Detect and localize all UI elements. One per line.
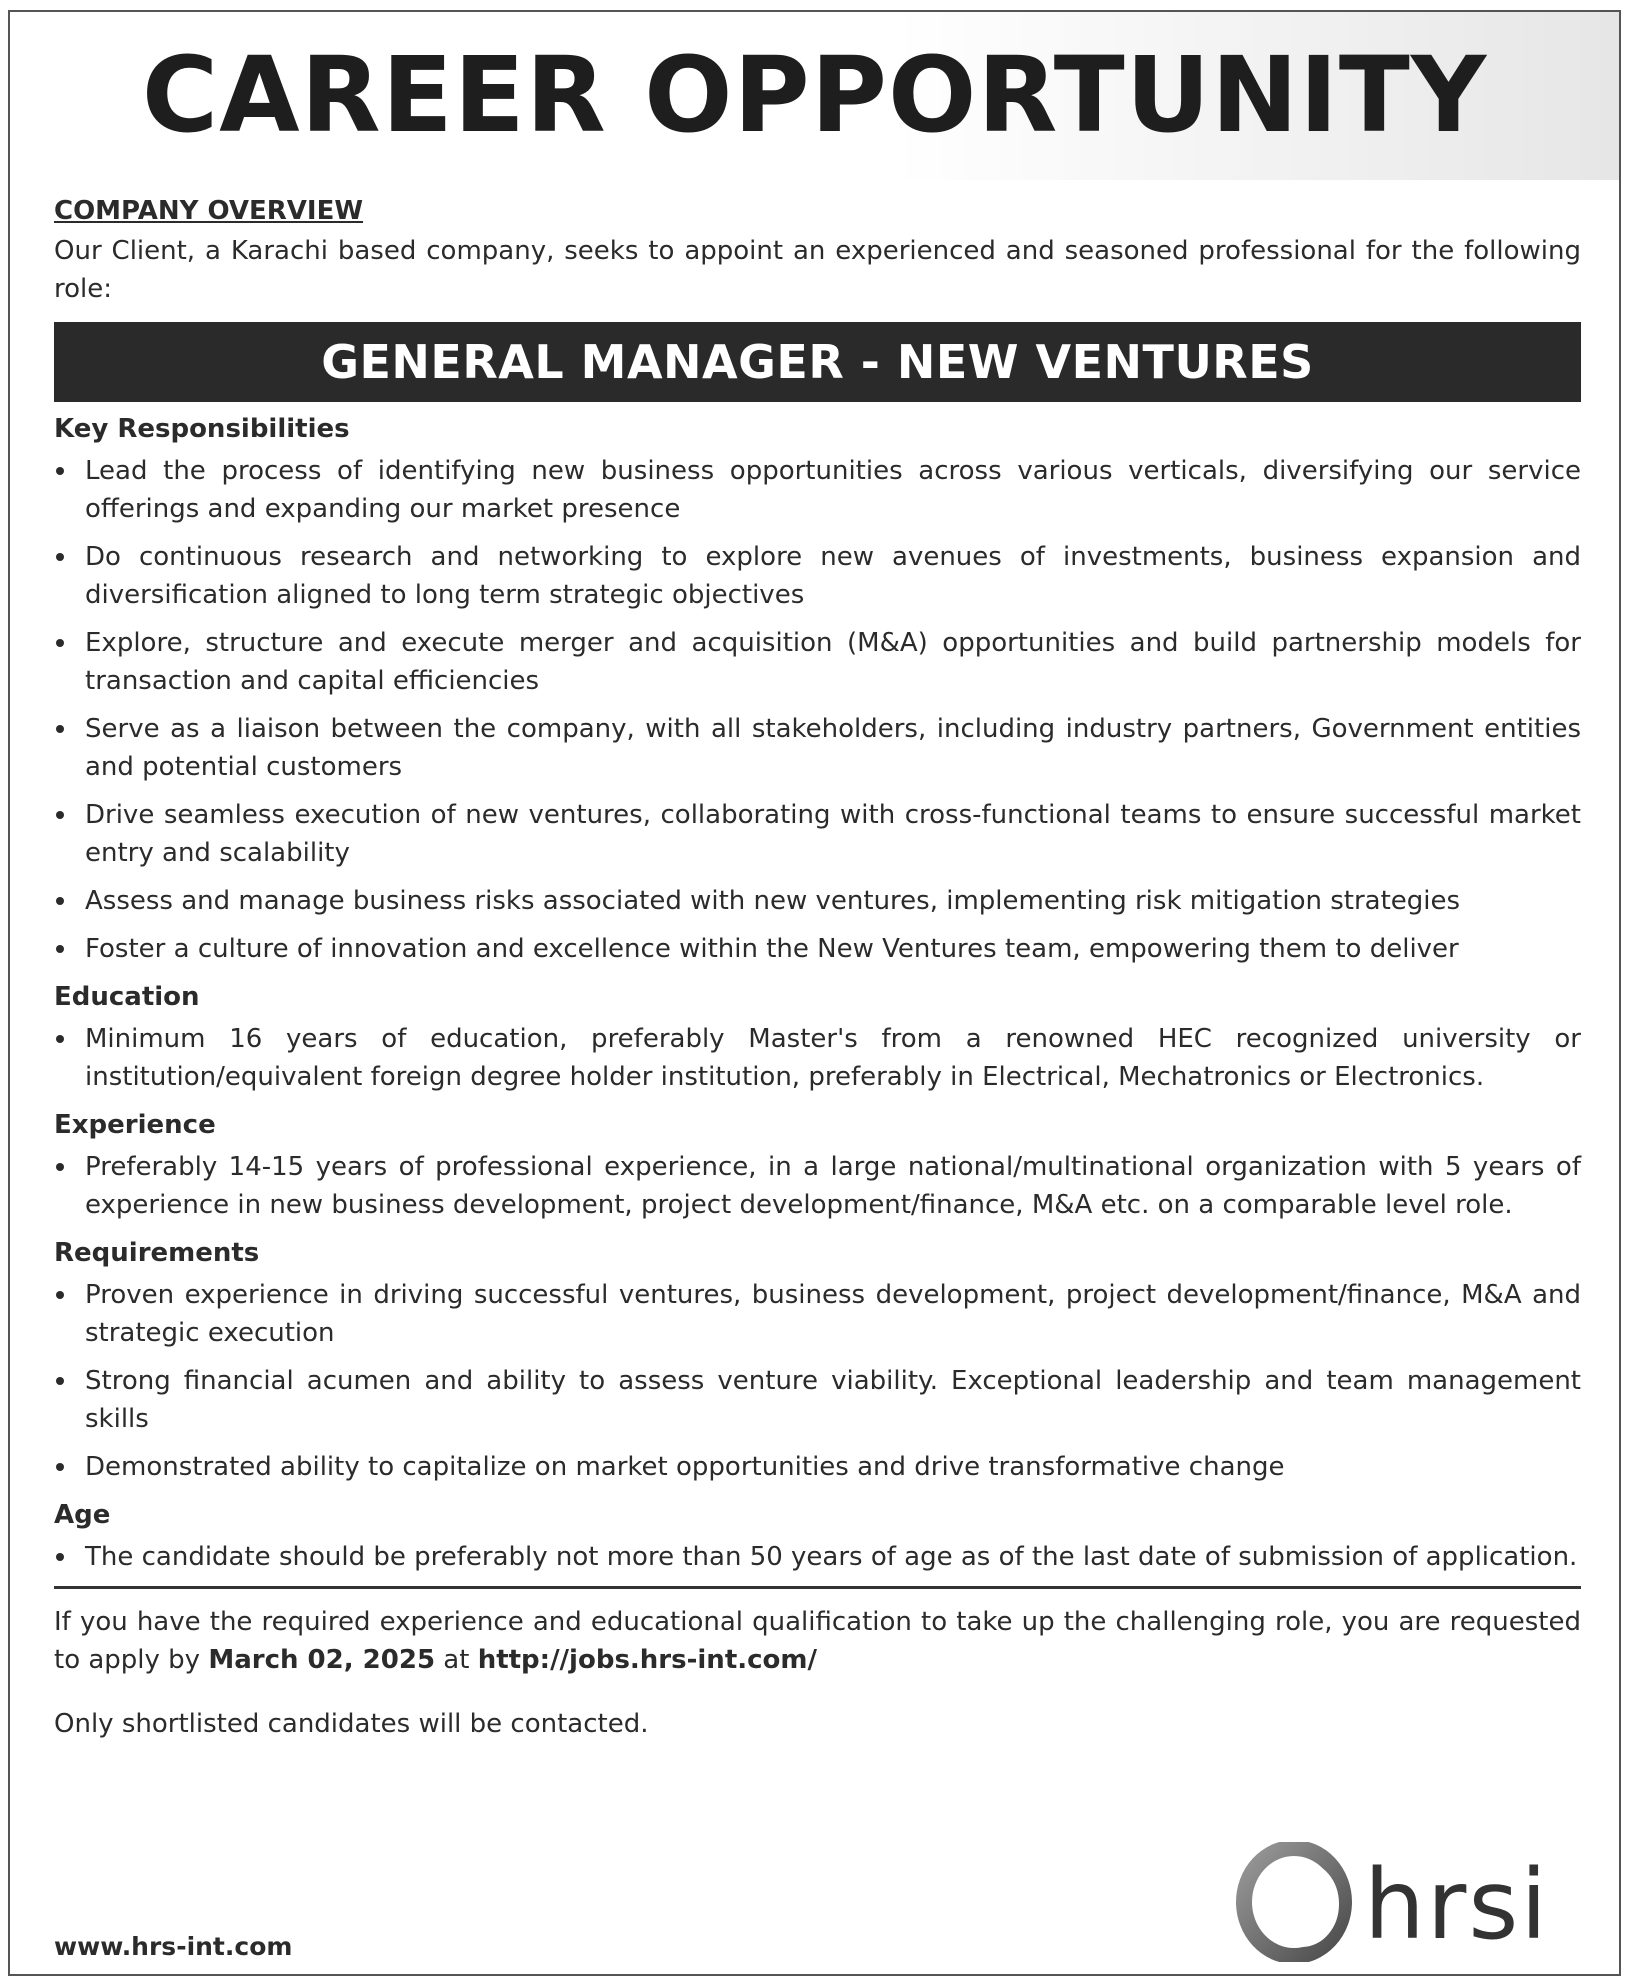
bullet-icon xyxy=(56,1291,64,1299)
list-item-text: Preferably 14-15 years of professional experience, in a large national/multinational organization with 5 years of experience in new business development, project development/finance, M&A etc. on a comparable level role. xyxy=(85,1152,1581,1220)
bullet-icon xyxy=(56,1163,64,1171)
website-link[interactable]: www.hrs-int.com xyxy=(54,1932,293,1961)
bullet-icon xyxy=(56,1035,64,1043)
list-item xyxy=(54,1362,1581,1438)
responsibilities-list xyxy=(54,452,1581,968)
hrsi-logo-icon xyxy=(1236,1842,1596,1962)
bullet-icon xyxy=(56,639,64,647)
list-item xyxy=(54,452,1581,528)
experience-list xyxy=(54,1148,1581,1224)
hrsi-logo xyxy=(1236,1842,1596,1962)
bullet-icon xyxy=(56,1553,64,1561)
list-item-text: Explore, structure and execute merger and acquisition (M&A) opportunities and build partnership models for transaction and capital efficiencies xyxy=(85,628,1581,696)
list-item xyxy=(54,882,1581,920)
responsibilities-heading: Key Responsibilities xyxy=(54,414,350,444)
apply-text-mid: at xyxy=(435,1645,478,1675)
list-item-text: Foster a culture of innovation and excellence within the New Ventures team, empowering them to deliver xyxy=(85,934,1459,964)
divider xyxy=(54,1586,1581,1589)
list-item xyxy=(54,1276,1581,1352)
bullet-icon xyxy=(56,811,64,819)
bullet-icon xyxy=(56,897,64,905)
advertisement-frame xyxy=(8,10,1621,1976)
bullet-icon xyxy=(56,553,64,561)
list-item-text: The candidate should be preferably not more than 50 years of age as of the last date of submission of application. xyxy=(85,1542,1578,1572)
list-item-text: Strong financial acumen and ability to assess venture viability. Exceptional leadership and team management skills xyxy=(85,1366,1581,1434)
bullet-icon xyxy=(56,467,64,475)
overview-heading: COMPANY OVERVIEW xyxy=(54,196,364,226)
bullet-icon xyxy=(56,725,64,733)
bullet-icon xyxy=(56,1377,64,1385)
list-item xyxy=(54,624,1581,700)
list-item-text: Assess and manage business risks associated with new ventures, implementing risk mitigation strategies xyxy=(85,886,1461,916)
list-item xyxy=(54,710,1581,786)
requirements-list xyxy=(54,1276,1581,1486)
overview-text: Our Client, a Karachi based company, seeks to appoint an experienced and seasoned professional for the following role: xyxy=(54,236,1581,304)
age-list xyxy=(54,1538,1581,1576)
ad-content xyxy=(54,192,1581,1769)
list-item-text: Serve as a liaison between the company, with all stakeholders, including industry partners, Government entities and potential customers xyxy=(85,714,1581,782)
list-item-text: Lead the process of identifying new business opportunities across various verticals, diversifying our service offerings and expanding our market presence xyxy=(85,456,1581,524)
list-item-text: Proven experience in driving successful ventures, business development, project development/finance, M&A and strategic execution xyxy=(85,1280,1581,1348)
list-item xyxy=(54,538,1581,614)
education-heading: Education xyxy=(54,982,200,1012)
role-title-bar xyxy=(54,322,1581,402)
list-item xyxy=(54,1020,1581,1096)
apply-instructions xyxy=(54,1603,1581,1679)
list-item-text: Minimum 16 years of education, preferably Master's from a renowned HEC recognized university or institution/equivalent foreign degree holder institution, preferably in Electrical, Mechatronics or Electronics. xyxy=(85,1024,1581,1092)
list-item xyxy=(54,1448,1581,1486)
page-title: CAREER OPPORTUNITY xyxy=(141,34,1488,156)
shortlist-note: Only shortlisted candidates will be contacted. xyxy=(54,1709,649,1739)
apply-deadline: March 02, 2025 xyxy=(208,1645,436,1675)
list-item xyxy=(54,1148,1581,1224)
apply-url-link[interactable]: http://jobs.hrs-int.com/ xyxy=(477,1645,817,1675)
role-title: GENERAL MANAGER - NEW VENTURES xyxy=(321,335,1314,389)
requirements-heading: Requirements xyxy=(54,1238,260,1268)
age-heading: Age xyxy=(54,1500,111,1530)
list-item-text: Demonstrated ability to capitalize on market opportunities and drive transformative change xyxy=(85,1452,1285,1482)
education-list xyxy=(54,1020,1581,1096)
apply-text-before: If you have the required experience and educational qualification to take up the challenging role, you are requested to apply by xyxy=(54,1607,1581,1675)
svg-text:hrsi: hrsi xyxy=(1364,1849,1549,1961)
bullet-icon xyxy=(56,1463,64,1471)
bullet-icon xyxy=(56,945,64,953)
list-item xyxy=(54,930,1581,968)
list-item xyxy=(54,1538,1581,1576)
list-item xyxy=(54,796,1581,872)
list-item-text: Do continuous research and networking to explore new avenues of investments, business expansion and diversification aligned to long term strategic objectives xyxy=(85,542,1581,610)
experience-heading: Experience xyxy=(54,1110,216,1140)
list-item-text: Drive seamless execution of new ventures, collaborating with cross-functional teams to ensure successful market entry and scalability xyxy=(85,800,1581,868)
title-band xyxy=(10,12,1619,180)
